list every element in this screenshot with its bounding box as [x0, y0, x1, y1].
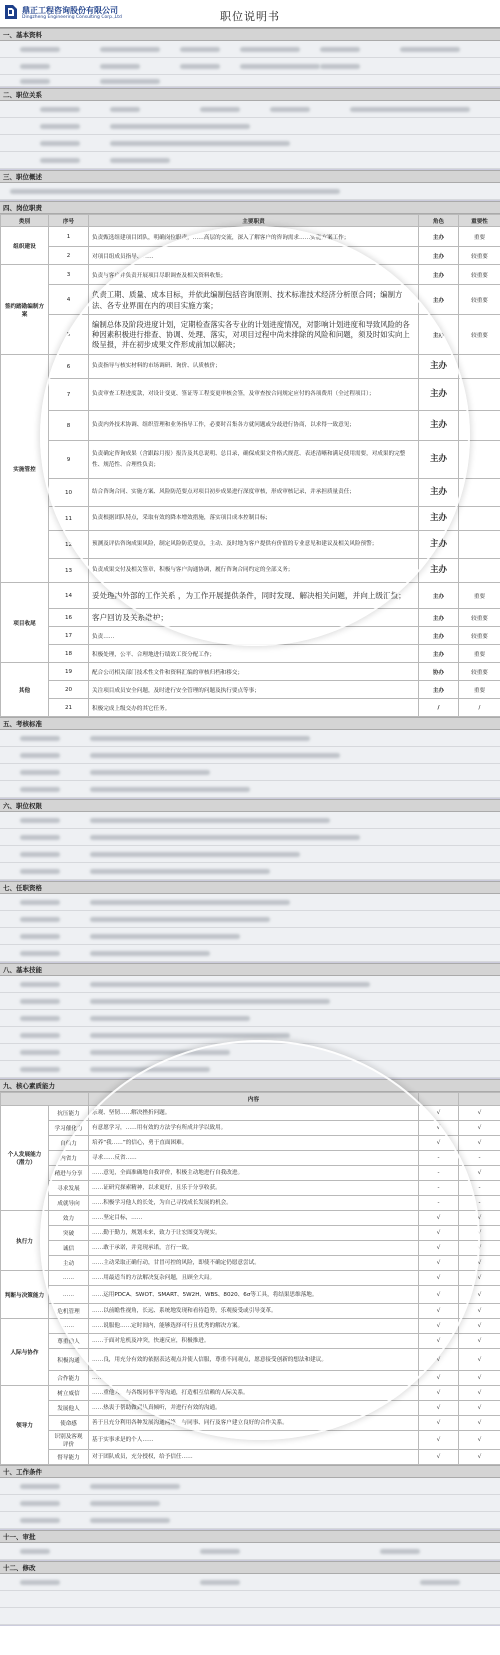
table-row: 11 负责根据团队特点，采取有效的降本增效措施，落实项目成本控制目标； 主办 — [1, 507, 500, 531]
category-cell: 实施管控 — [1, 355, 49, 583]
table-row: 4 负责工期、质量、成本目标，并依此编制包括咨询原则、技术标准技术经济分析原合同；编制方法、各专业界面在内的项目实施方案； 主办 较重要 — [1, 285, 500, 315]
category-cell: 签约踏勘编制方案 — [1, 265, 49, 355]
table-row: 寻求发展 ……证研究探索精神，以求更好，且乐于分享收获。 - - — [1, 1181, 500, 1196]
group-cell: 判断与决策能力 — [1, 1271, 49, 1319]
section-qualifications: 七、任职资格 — [0, 881, 500, 894]
assessment-blurred — [0, 730, 500, 799]
document-title: 职位说明书 — [220, 10, 280, 23]
authority-blurred — [0, 812, 500, 881]
table-row: 项目收尾 14 妥处理内外部的工作关系 ，为工作开展提供条件，同时发现、解决相关问题，并向上级汇报； 主办 重要 — [1, 583, 500, 609]
section-revisions: 十二、修改 — [0, 1561, 500, 1574]
table-row: 签约踏勘编制方案 3 负责与客户并负责开展项目尽职调查及相关资料收集； 主办 较重要 — [1, 265, 500, 285]
table-row: 督导能力 对于团队成员，充分授权，给予信任…… √ √ — [1, 1450, 500, 1465]
duties-table — [0, 214, 500, 717]
section-relations: 二、职位关系 — [0, 88, 500, 101]
col-content: 内容 — [89, 1093, 419, 1106]
basic-skills-blurred — [0, 976, 500, 1079]
col-duties: 主要职责 — [89, 215, 419, 227]
section-approval: 十一、审批 — [0, 1530, 500, 1543]
section-overview: 三、职位概述 — [0, 170, 500, 183]
table-row: 18 积极处理，公平、合理地进行绩效工资分配工作； 主办 重要 — [1, 645, 500, 663]
table-row: 9 负责确定咨询成果（含跟踪月报）报告及其总说明、总目录，确保成果文件格式规范、表述清晰和满足使用需要，对成果的完整性、规范性、合理性负责； 主办 — [1, 441, 500, 479]
table-row: 17 负责…… 主办 较重要 — [1, 627, 500, 645]
company-name-english: Dingzheng Engineering Consulting Corp.,Ltd — [22, 15, 122, 20]
table-row: 20 关注项目成员安全问题，及时进行安全管理的问题及执行要点等事； 主办 重要 — [1, 681, 500, 699]
table-row: …… ……运用PDCA、SWOT、SMART、5W2H、WBS、8020、6σ等工具，将结果思维落地。 √ √ — [1, 1286, 500, 1304]
duties-header-row — [1, 215, 500, 227]
col-importance: 重要性 — [459, 215, 500, 227]
table-row: 积极沟通 ……良，用充分有效的依据表达观点并使人信服，尊重不同观点，愿意接受创新的想法和建议。 √ √ — [1, 1349, 500, 1371]
section-duties: 四、岗位职责 — [0, 201, 500, 214]
table-row: 使命感 善于且充分利用各种发展沟通网络，与同事、同行及客户建立良好的合作关系。 √ √ — [1, 1416, 500, 1431]
table-row: 16 客户回访及关系维护； 主办 较重要 — [1, 609, 500, 627]
table-row: 判断与决策能力 …… ……用最适当的方法解决复杂问题，且顾全大局。 √ √ — [1, 1271, 500, 1286]
table-row: 组织建设 1 负责甄选组建项目团队，明确岗位职责，……高层的交流，深入了解客户的咨询需求……实施方案工作； 主办 重要 — [1, 227, 500, 247]
table-row: 执行力 效力 ……坚定目标，…… √ √ — [1, 1211, 500, 1226]
table-row: 2 对项目组成员指导、…… 主办 较重要 — [1, 247, 500, 265]
section-core-abilities: 九、核心素质能力 — [0, 1079, 500, 1092]
basic-info-blurred — [0, 41, 500, 88]
table-row: 诚信 ……敢于承诺，并竟现承诺，言行一致。 √ √ — [1, 1241, 500, 1256]
section-work-conditions: 十、工作条件 — [0, 1465, 500, 1478]
table-row: 个人发展能力（潜力） 抗压能力 乐观、坚韧……解决挫折问题。 √ √ — [1, 1106, 500, 1121]
section-authority: 六、职位权限 — [0, 799, 500, 812]
group-cell: 个人发展能力（潜力） — [1, 1106, 49, 1211]
approval-blurred — [0, 1543, 500, 1561]
qualifications-blurred — [0, 894, 500, 963]
section-assessment: 五、考核标准 — [0, 717, 500, 730]
table-row: 21 积极完成上级交办的其它任务。 / / — [1, 699, 500, 717]
group-cell: 领导力 — [1, 1386, 49, 1465]
group-cell: 执行力 — [1, 1211, 49, 1271]
table-row: 危机管理 ……以前瞻性视角，长远、系统地发现和看待趋势，乐观接受或引导变革。 √ √ — [1, 1304, 500, 1319]
table-row: 5 编制总体及阶段进度计划，定期检查落实各专业的计划进度情况，对影响计划进度和导致风险的各种因素积极进行排查、协调、处理、落实，对项目过程中尚未排除的风险和问题，须及时如实向上级呈报，并在初步成果文件形成前加以解决； 主办 较重要 — [1, 315, 500, 355]
table-row: 8 负责内外技术协调、组织管理和业务指导工作，必要时召集各方就问题或分歧进行协商，以求得一致意见； 主办 — [1, 411, 500, 441]
work-conditions-blurred — [0, 1478, 500, 1530]
col-number: 序号 — [49, 215, 89, 227]
core-header-row — [1, 1093, 500, 1106]
table-row: 其他 19 配合公司相关部门技术性文件和资料汇编的审核归档和移交； 协办 较重要 — [1, 663, 500, 681]
col-category: 类别 — [1, 215, 49, 227]
document-header — [0, 0, 500, 28]
table-row: 突破 ……勤于勤力，规划未来，致力于让宏图变为现实。 √ √ — [1, 1226, 500, 1241]
col-role: 角色 — [419, 215, 459, 227]
table-row: 13 负责成果交付及相关签章，积极与客户沟通协调，履行咨询合同约定的全部义务； 主办 — [1, 559, 500, 583]
category-cell: 其他 — [1, 663, 49, 717]
table-row: 人际与协作 …… ……说服他……定时间内，能够选择可行且优秀的解决方案。 √ √ — [1, 1319, 500, 1334]
category-cell: 项目收尾 — [1, 583, 49, 663]
table-row: 合作能力 …… √ √ — [1, 1371, 500, 1386]
section-basic-skills: 八、基本技能 — [0, 963, 500, 976]
table-row: 7 负责审查工程进度款，对设计变更、签证等工程变更审核会签，及审查按合同规定应付的各项费用（全过程项目）； 主办 — [1, 379, 500, 411]
table-row: 实施管控 6 负责指导与核实材料的市场调研、询价、认质核价； 主办 — [1, 355, 500, 379]
section-basic-info: 一、基本资料 — [0, 28, 500, 41]
overview-blurred — [0, 183, 500, 201]
table-row: 主动 ……主动采取正确行动，甘冒可控的风险，即使不确定仍愿意尝试。 √ √ — [1, 1256, 500, 1271]
category-cell: 组织建设 — [1, 227, 49, 265]
table-row: 领导力 树立威信 ……重他人，与各级同事平等沟通，打造相互信赖的人际关系。 √ √ — [1, 1386, 500, 1401]
revisions-blurred — [0, 1574, 500, 1626]
relations-blurred — [0, 101, 500, 170]
group-cell: 人际与协作 — [1, 1319, 49, 1386]
core-abilities-table — [0, 1092, 500, 1465]
table-row: 精进与分享 ……意见，全面准确地自我评价，积极主动地进行自我改进。 - √ — [1, 1166, 500, 1181]
table-row: 识别及客观评价 基于实事求是的个人…… √ √ — [1, 1431, 500, 1450]
table-row: 发展他人 ……热衷于帮助做到认真倾听，并进行有效的沟通。 √ √ — [1, 1401, 500, 1416]
table-row: 成就导向 ……积极学习他人的长处，为自己寻找成长发展的机会。 - - — [1, 1196, 500, 1211]
table-row: 内省力 寻求……反省…… - - — [1, 1151, 500, 1166]
table-row: 尊重他人 ……于面对危机及冲突，快速反应，积极推进。 √ √ — [1, 1334, 500, 1349]
table-row: 自信力 培养“我……”的信心，勇于直面困难。 √ √ — [1, 1136, 500, 1151]
table-row: 12 预测及评估咨询成果风险，制定风险防范要点，主动、及时地为客户提供有价值的专业意见和建议及相关风险预警； 主办 — [1, 531, 500, 559]
table-row: 10 结合咨询合同、实施方案、风险防范要点对项目初步成果进行深度审核，形成审核记录，并承担质量责任； 主办 — [1, 479, 500, 507]
company-name: 鼎正工程咨询股份有限公司 — [22, 6, 118, 15]
table-row: 学习催化力 有意愿学习，……用有效的方法学有所成并学以致用。 √ √ — [1, 1121, 500, 1136]
